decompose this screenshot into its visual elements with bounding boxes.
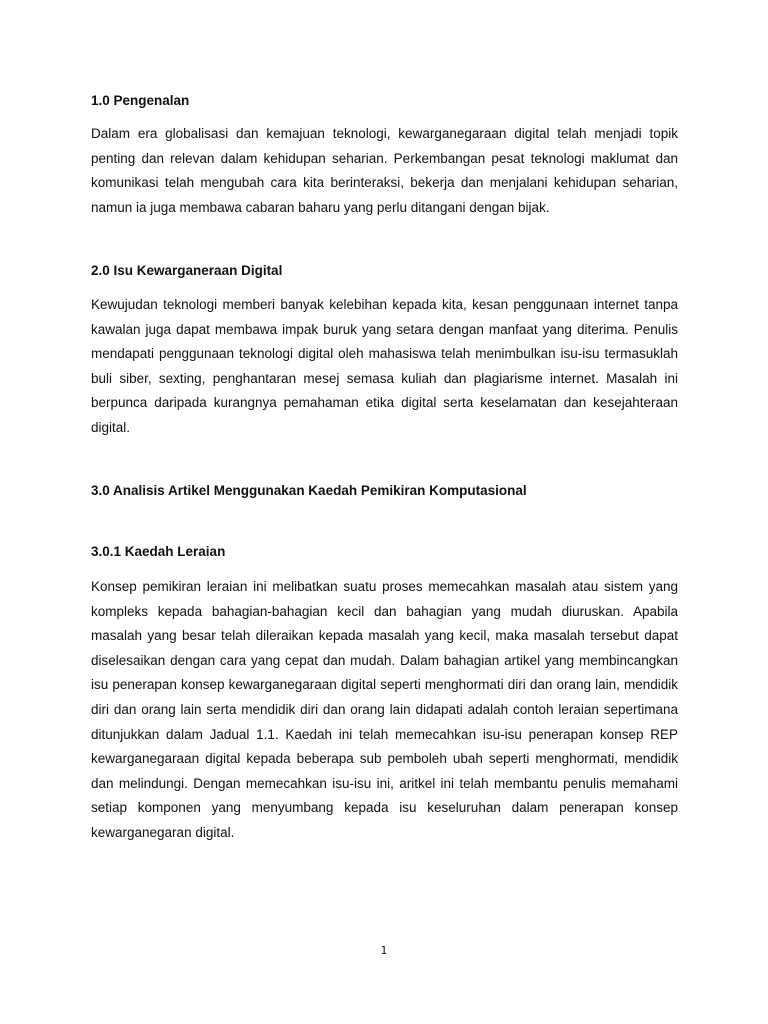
section-paragraph-kaedah-leraian: Konsep pemikiran leraian ini melibatkan suatu proses memecahkan masalah atau sistem yang kompleks kepada bahagian-bahagian kecil dan bahagian yang mudah diuruskan. Apabila masalah yang besar telah dileraikan kepada masalah yang kecil, maka masalah tersebut dapat diselesaikan dengan cara yang cepat dan mudah. Dalam bahagian artikel yang membincangkan isu penerapan konsep kewarganegaraan digital seperti menghormati diri dan orang lain, mendidik diri dan orang lain serta mendidik diri dan orang lain didapati adalah contoh leraian sepertimana ditunjukkan dalam Jadual 1.1. Kaedah ini telah memecahkan isu-isu penerapan konsep REP kewarganegaraan digital kepada beberapa sub pemboleh ubah seperti menghormati, mendidik dan melindungi. Dengan memecahkan isu-isu ini, aritkel ini telah membantu penulis memahami setiap komponen yang menyumbang kepada isu keseluruhan dalam penerapan konsep kewarganegaran digital. [91, 579, 678, 840]
section-heading-isu-kewarganegaraan: 2.0 Isu Kewarganeraan Digital [91, 263, 283, 278]
section-paragraph-isu-kewarganegaraan: Kewujudan teknologi memberi banyak kelebihan kepada kita, kesan penggunaan internet tanpa kawalan juga dapat membawa impak buruk yang setara dengan manfaat yang diterima. Penulis mendapati penggunaan teknologi digital oleh mahasiswa telah menimbulkan isu-isu termasuklah buli siber, sexting, penghantaran mesej semasa kuliah dan plagiarisme internet. Masalah ini berpunca daripada kurangnya pemahaman etika digital serta keselamatan dan kesejahteraan digital. [91, 297, 678, 435]
section-paragraph-pengenalan: Dalam era globalisasi dan kemajuan teknologi, kewarganegaraan digital telah menjadi topik penting dan relevan dalam kehidupan seharian. Perkembangan pesat teknologi maklumat dan komunikasi telah mengubah cara kita berinteraksi, bekerja dan menjalani kehidupan seharian, namun ia juga membawa cabaran baharu yang perlu ditangani dengan bijak. [91, 126, 678, 215]
section-heading-pengenalan: 1.0 Pengenalan [91, 93, 190, 108]
page-number: 1 [380, 944, 388, 957]
section-heading-kaedah-leraian: 3.0.1 Kaedah Leraian [91, 544, 226, 559]
section-heading-analisis-artikel: 3.0 Analisis Artikel Menggunakan Kaedah Pemikiran Komputasional [91, 483, 527, 498]
